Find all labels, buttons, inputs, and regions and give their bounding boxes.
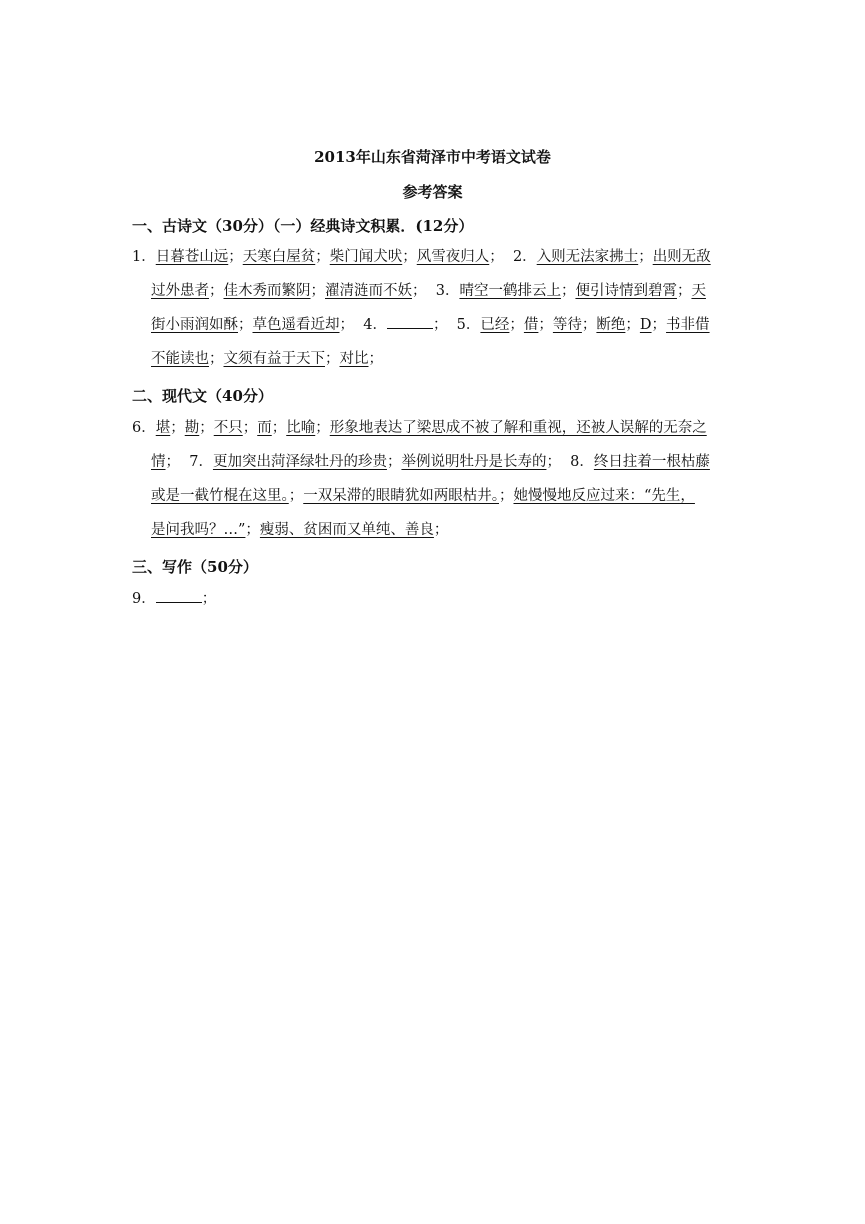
question-number: 4． [363,317,387,333]
answer-blank [156,588,202,603]
answer-text: 或是一截竹棍在这里。 [151,488,289,504]
answer-text: 天 [691,283,706,299]
answer-block-2 [132,411,736,547]
answer-line: 街小雨润如酥；草色遥看近却； 4． ； 5．已经；借；等待；断绝；D；书非借 [151,308,710,342]
answer-text: 风雪夜归人 [416,249,490,265]
answer-line: 情； 7．更加突出菏泽绿牡丹的珍贵；举例说明牡丹是长寿的； 8．终日拄着一根枯藤 [151,454,710,470]
section-heading-2: 二、现代文（40分） [132,387,273,405]
answer-text: 形象地表达了梁思成不被了解和重视，还被人误解的无奈之 [329,420,707,436]
question-number: 5． [456,317,481,333]
answer-line: 9． ； [132,582,216,616]
answer-text: 文须有益于天下 [223,351,325,367]
answer-text: 举例说明牡丹是长寿的 [401,454,547,470]
answer-text: 情 [151,454,166,470]
answer-text: 不只 [213,420,243,436]
answer-block-1 [132,240,736,376]
answer-text: 佳木秀而繁阴 [223,283,311,299]
answer-text: 出则无敌 [652,249,711,265]
answer-text: 入则无法家拂士 [536,249,639,265]
answer-text: 柴门闻犬吠 [329,249,403,265]
page-title: 2013年山东省菏泽市中考语文试卷 [314,148,551,166]
answer-text: 对比 [339,351,369,367]
page-subtitle: 参考答案 [402,183,463,201]
answer-line: 不能读也；文须有益于天下；对比； [151,351,383,367]
answer-text: 晴空一鹤排云上 [459,283,561,299]
answer-text: 日暮苍山远 [155,249,229,265]
answer-text: 天寒白屋贫 [242,249,316,265]
answer-text: 而 [257,420,272,436]
answer-text: 借 [523,317,539,333]
answer-text: 一双呆滞的眼睛犹如两眼枯井。 [303,488,499,504]
question-number: 2． [512,249,537,265]
answer-text: 比喻 [286,420,316,436]
answer-text: 不能读也 [151,351,209,367]
answer-line: 6．堪；勘；不只；而；比喻；形象地表达了梁思成不被了解和重视，还被人误解的无奈之 [132,420,707,436]
answer-text: D [639,317,652,333]
answer-text: 草色遥看近却 [252,317,340,333]
question-number: 3． [435,283,460,299]
answer-text: 勘 [184,420,200,436]
section-heading-1: 一、古诗文（30分）（一）经典诗文积累．(12分） [132,217,474,235]
answer-text: 已经 [480,317,510,333]
answer-text: 等待 [552,317,582,333]
answer-text: 书非借 [666,317,710,333]
answer-block-3 [132,582,736,616]
answer-text: 断绝 [596,317,626,333]
answer-line: 是问我吗？…”；瘦弱、贫困而又单纯、善良； [151,522,449,538]
answer-text: 街小雨润如酥 [151,317,238,333]
answer-text: 堪 [155,420,171,436]
answer-text: 是问我吗？…” [151,522,246,538]
question-number: 1． [132,249,156,265]
answer-line: 1．日暮苍山远；天寒白屋贫；柴门闻犬吠；风雪夜归人； 2．入则无法家拂士；出则无敌 [132,249,711,265]
answer-line: 或是一截竹棍在这里。；一双呆滞的眼睛犹如两眼枯井。；她慢慢地反应过来：“先生， [151,488,695,504]
answer-blank [387,314,433,329]
answer-text: 终日拄着一根枯藤 [593,454,710,470]
answer-text: 瘦弱、贫困而又单纯、善良 [259,522,434,538]
question-number: 6． [132,420,156,436]
answer-text: 便引诗情到碧霄 [575,283,677,299]
answer-text: 她慢慢地反应过来：“先生， [513,488,695,504]
answer-text: 过外患者 [151,283,209,299]
section-heading-3: 三、写作（50分） [132,558,258,576]
answer-text: 濯清涟而不妖 [325,283,412,299]
answer-text: 更加突出菏泽绿牡丹的珍贵 [212,454,387,470]
answer-line: 过外患者；佳木秀而繁阴；濯清涟而不妖； 3．晴空一鹤排云上；便引诗情到碧霄；天 [151,283,706,299]
question-number: 8． [570,454,594,470]
question-number: 9． [132,591,156,607]
question-number: 7． [189,454,213,470]
